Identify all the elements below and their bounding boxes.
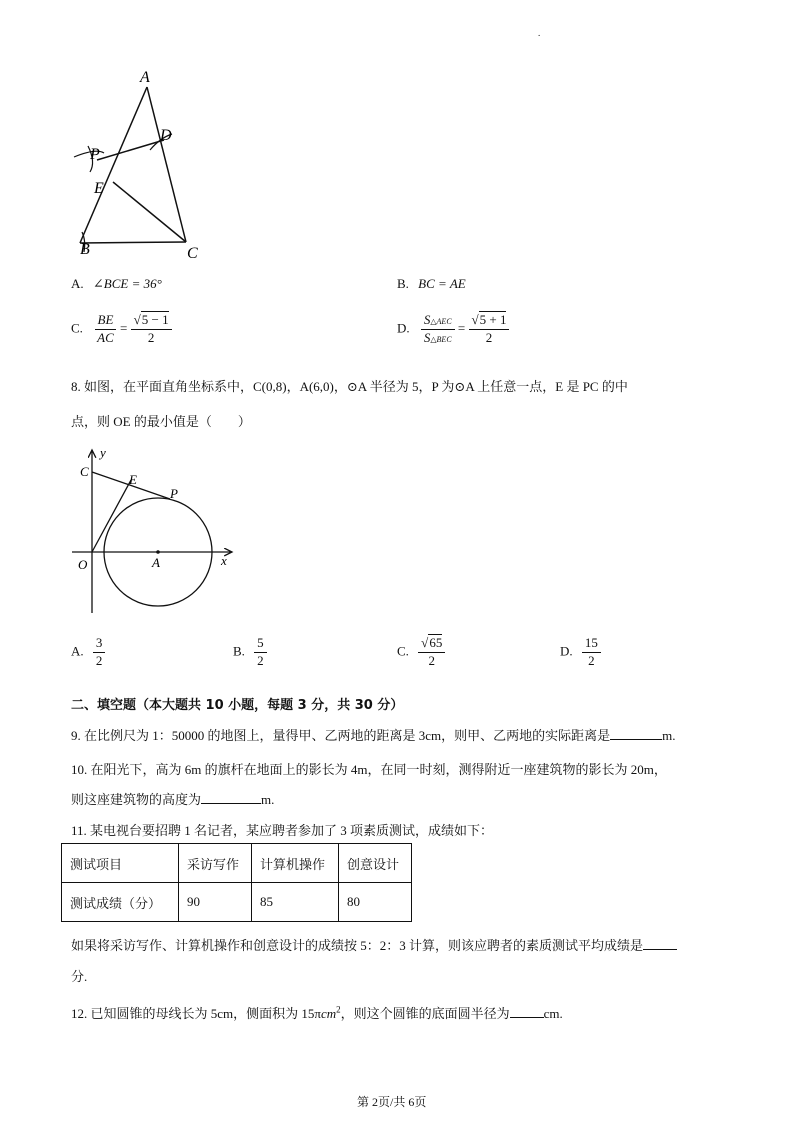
radicand: 5 + 1 — [479, 312, 507, 327]
label-e: E — [129, 472, 137, 487]
table-cell: 测试项目 — [62, 844, 179, 883]
label-o: O — [78, 557, 88, 572]
fraction — [254, 636, 267, 669]
label-a: A — [152, 555, 160, 570]
label-c: C — [80, 464, 89, 479]
q7-option-d: D. $\frac{\text{S△AEC}}{\text{S△BEC}}$ = $\frac{√5 + 1}{2}$ — [397, 313, 509, 346]
denominator: AC — [97, 329, 114, 345]
side-ab — [80, 87, 147, 243]
side-bc — [80, 242, 186, 243]
denominator: 2 — [95, 652, 103, 668]
q8-option-b — [233, 636, 267, 669]
option-label: A. — [71, 276, 84, 291]
fraction — [131, 313, 172, 346]
denominator: 2 — [485, 329, 493, 345]
axis-label-x: x — [221, 553, 227, 568]
superscript: 2 — [336, 1004, 341, 1015]
label-d: D — [160, 127, 172, 144]
radicand: 5 − 1 — [141, 312, 169, 327]
fraction — [582, 636, 601, 669]
table-cell: 90 — [179, 883, 252, 922]
triangle-figure — [60, 60, 220, 270]
q8-option-d — [560, 636, 601, 669]
option-label: D. — [397, 320, 410, 336]
unit: cm. — [543, 1006, 563, 1021]
coordinate-figure — [66, 445, 246, 615]
side-ac — [147, 87, 186, 242]
unit-symbol: cm — [320, 1006, 337, 1021]
fraction — [94, 313, 117, 346]
segment-pd — [97, 140, 164, 160]
numerator: 3 — [93, 636, 106, 653]
question-text: 则这座建筑物的高度为 — [71, 792, 202, 807]
question-text: 12. 已知圆锥的母线长为 5cm，侧面积为 15π — [71, 1006, 321, 1021]
table-cell: 创意设计 — [339, 844, 412, 883]
answer-blank[interactable] — [643, 937, 677, 950]
option-label: B. — [233, 643, 245, 659]
q7-option-a — [71, 276, 162, 292]
q11-follow-line-1 — [71, 935, 677, 954]
subscript: △BEC — [430, 334, 452, 344]
q11-text: 11. 某电视台要招聘 1 名记者，某应聘者参加了 3 项素质测试，成绩如下： — [71, 823, 494, 838]
q7-option-b — [397, 276, 466, 292]
q10-line-1: 10. 在阳光下，高为 6m 的旗杆在地面上的影长为 4m，在同一时刻，测得附近一座建筑物的影长为 20m， — [71, 762, 667, 777]
option-label: A. — [71, 643, 84, 659]
table-cell: 计算机操作 — [252, 844, 339, 883]
table-row — [62, 883, 412, 922]
table-cell: 80 — [339, 883, 412, 922]
label-c: C — [187, 245, 198, 262]
denominator: 2 — [428, 652, 435, 668]
score-table — [61, 843, 412, 922]
numerator: BE — [95, 313, 117, 330]
fraction — [421, 313, 455, 346]
table-row — [62, 844, 412, 883]
section-heading: 二、填空题（本大题共 10 小题，每题 3 分，共 30 分） — [71, 698, 404, 713]
q8-option-a — [71, 636, 105, 669]
answer-blank[interactable] — [610, 727, 662, 740]
answer-blank[interactable] — [510, 1005, 544, 1018]
denominator: 2 — [257, 652, 264, 668]
fraction — [93, 636, 106, 669]
table-cell: 测试成绩（分） — [62, 883, 179, 922]
numerator: √5 + 1 — [469, 313, 510, 330]
unit: m. — [662, 728, 676, 743]
q8-line-1: 8. 如图，在平面直角坐标系中，C(0,8)，A(6,0)，⊙A 半径为 5，P 为⊙A 上任意一点，E 是 PC 的中 — [71, 379, 628, 394]
option-label: B. — [397, 276, 409, 291]
unit: m. — [261, 792, 275, 807]
numerator: √5 − 1 — [131, 313, 172, 330]
numerator — [421, 313, 455, 330]
question-text: ，则这个圆锥的底面圆半径为 — [340, 1006, 510, 1021]
denominator: 2 — [588, 652, 595, 668]
axis-label-y: y — [100, 445, 106, 460]
label-p: P — [90, 146, 100, 163]
center-point — [156, 550, 160, 554]
subscript: △AEC — [430, 317, 452, 326]
q8-option-c — [397, 636, 445, 669]
numerator: 5 — [254, 636, 267, 653]
area-symbol: S — [423, 329, 431, 345]
label-a: A — [140, 69, 150, 86]
label-e: E — [94, 180, 104, 197]
top-dot: . — [538, 28, 541, 38]
label-p: P — [170, 486, 178, 501]
question-text: 如果将采访写作、计算机操作和创意设计的成绩按 5：2：3 计算，则该应聘者的素质测试平均成绩是 — [71, 938, 644, 953]
option-label: D. — [560, 643, 573, 659]
radicand: 65 — [429, 635, 443, 650]
table-cell: 85 — [252, 883, 339, 922]
option-expr: ∠BCE = 36° — [92, 276, 162, 291]
question-text: 9. 在比例尺为 1：50000 的地图上，量得甲、乙两地的距离是 3cm，则甲、乙两地的实际距离是 — [71, 728, 611, 743]
area-symbol: S — [423, 312, 431, 327]
segment-oe — [92, 480, 131, 552]
q9 — [71, 725, 676, 744]
option-expr: BC = AE — [418, 276, 466, 291]
table-cell: 采访写作 — [179, 844, 252, 883]
q11-follow-line-2: 分. — [71, 969, 88, 984]
page-footer: 第 2页/共 6页 — [357, 1095, 427, 1109]
numerator: 15 — [582, 636, 601, 653]
denominator: 2 — [147, 329, 155, 345]
label-b: B — [80, 241, 90, 258]
option-label: C. — [397, 643, 409, 659]
q10-line-2 — [71, 789, 274, 808]
segment-ce — [113, 182, 186, 242]
numerator: √65 — [418, 636, 445, 653]
fraction — [418, 636, 445, 669]
q7-option-c: C. $\frac{BE}{AC}$ = $\frac{√5 - 1}{2}$ — [71, 313, 172, 346]
q8-line-2: 点，则 OE 的最小值是（ ） — [71, 414, 251, 429]
fraction — [469, 313, 510, 346]
q12 — [71, 1003, 563, 1022]
option-label: C. — [71, 320, 83, 336]
answer-blank[interactable] — [201, 791, 261, 804]
denominator — [421, 330, 455, 346]
